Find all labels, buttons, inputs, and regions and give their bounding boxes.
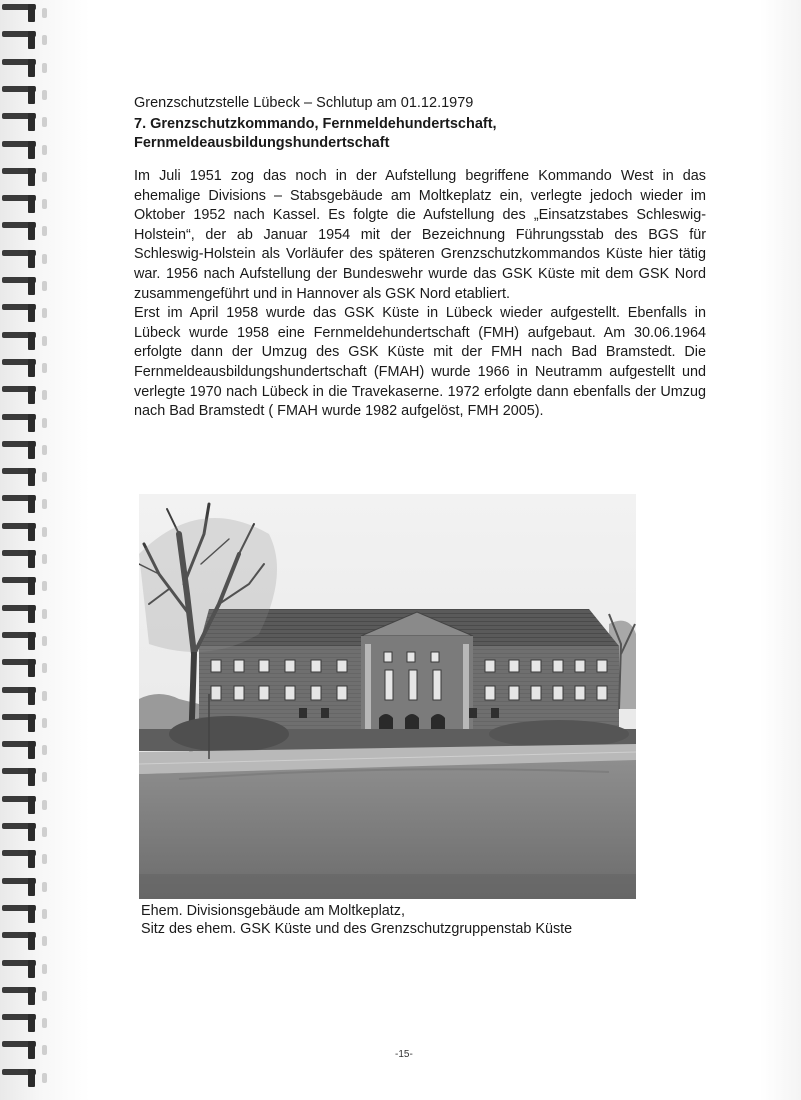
spiral-binding	[0, 0, 50, 1100]
binding-ring	[2, 1069, 38, 1087]
binding-ring	[2, 31, 38, 49]
binding-ring	[2, 796, 38, 814]
binding-ring	[2, 523, 38, 541]
binding-ring	[2, 86, 38, 104]
caption-line-1: Ehem. Divisionsgebäude am Moltkeplatz,	[141, 903, 405, 919]
title-line-2: Fernmeldeausbildungshundertschaft	[134, 135, 390, 151]
paragraph-1: Im Juli 1951 zog das noch in der Aufstellung begriffene Kommando West in das ehemalige Divisions – Stabsgebäude am Moltkeplatz ein, verlegte jedoch wieder im Oktober 1952 nach Kassel. Es folgte die Aufstellung des „Einsatzstabes Schleswig-Holstein“, der ab Januar 1954 mit der Bezeichnung Führungsstab des BGS für Schleswig-Holstein als Vorläufer des späteren Grenzschutzkommandos Küste hier tätig war. 1956 nach Aufstellung der Bundeswehr wurde das GSK Küste mit dem GSK Nord zusammengeführt und in Hannover als GSK Nord etabliert.	[134, 168, 706, 302]
binding-ring	[2, 250, 38, 268]
binding-ring	[2, 987, 38, 1005]
binding-ring	[2, 332, 38, 350]
header-line: Grenzschutzstelle Lübeck – Schlutup am 01.12.1979	[134, 95, 474, 111]
binding-ring	[2, 359, 38, 377]
binding-ring	[2, 878, 38, 896]
caption-line-2: Sitz des ehem. GSK Küste und des Grenzschutzgruppenstab Küste	[141, 921, 573, 937]
binding-ring	[2, 386, 38, 404]
body-text	[134, 167, 706, 422]
binding-ring	[2, 495, 38, 513]
binding-ring	[2, 414, 38, 432]
binding-ring	[2, 932, 38, 950]
page-number: -15-	[395, 1049, 413, 1060]
binding-ring	[2, 168, 38, 186]
binding-ring	[2, 659, 38, 677]
binding-ring	[2, 1041, 38, 1059]
binding-ring	[2, 1014, 38, 1032]
section-title	[134, 115, 574, 153]
building-photo	[139, 494, 636, 899]
binding-ring	[2, 577, 38, 595]
binding-ring	[2, 605, 38, 623]
binding-ring	[2, 277, 38, 295]
binding-ring	[2, 905, 38, 923]
binding-ring	[2, 113, 38, 131]
building-photo-image	[139, 494, 636, 899]
binding-ring	[2, 222, 38, 240]
binding-ring	[2, 59, 38, 77]
binding-ring	[2, 4, 38, 22]
binding-ring	[2, 850, 38, 868]
binding-ring	[2, 632, 38, 650]
binding-ring	[2, 714, 38, 732]
photo-caption	[141, 902, 572, 938]
binding-ring	[2, 687, 38, 705]
binding-ring	[2, 741, 38, 759]
binding-ring	[2, 768, 38, 786]
binding-ring	[2, 550, 38, 568]
binding-ring	[2, 468, 38, 486]
paragraph-2: Erst im April 1958 wurde das GSK Küste in Lübeck wieder aufgestellt. Ebenfalls in Lübeck wurde 1958 eine Fernmeldehundertschaft (FMH) aufgebaut. Am 30.06.1964 erfolgte dann der Umzug des GSK Küste mit der FMH nach Bad Bramstedt. Die Fernmeldeausbildungshundertschaft (FMAH) wurde 1966 in Neutramm aufgestellt und verlegte 1970 nach Lübeck in die Travekaserne. 1972 erfolgte dann ebenfalls der Umzug nach Bad Bramstedt ( FMAH wurde 1982 aufgelöst, FMH 2005).	[134, 305, 706, 420]
title-line-1: 7. Grenzschutzkommando, Fernmeldehundertschaft,	[134, 116, 497, 132]
binding-ring	[2, 304, 38, 322]
binding-ring	[2, 141, 38, 159]
binding-ring	[2, 960, 38, 978]
binding-ring	[2, 195, 38, 213]
binding-ring	[2, 823, 38, 841]
binding-ring	[2, 441, 38, 459]
